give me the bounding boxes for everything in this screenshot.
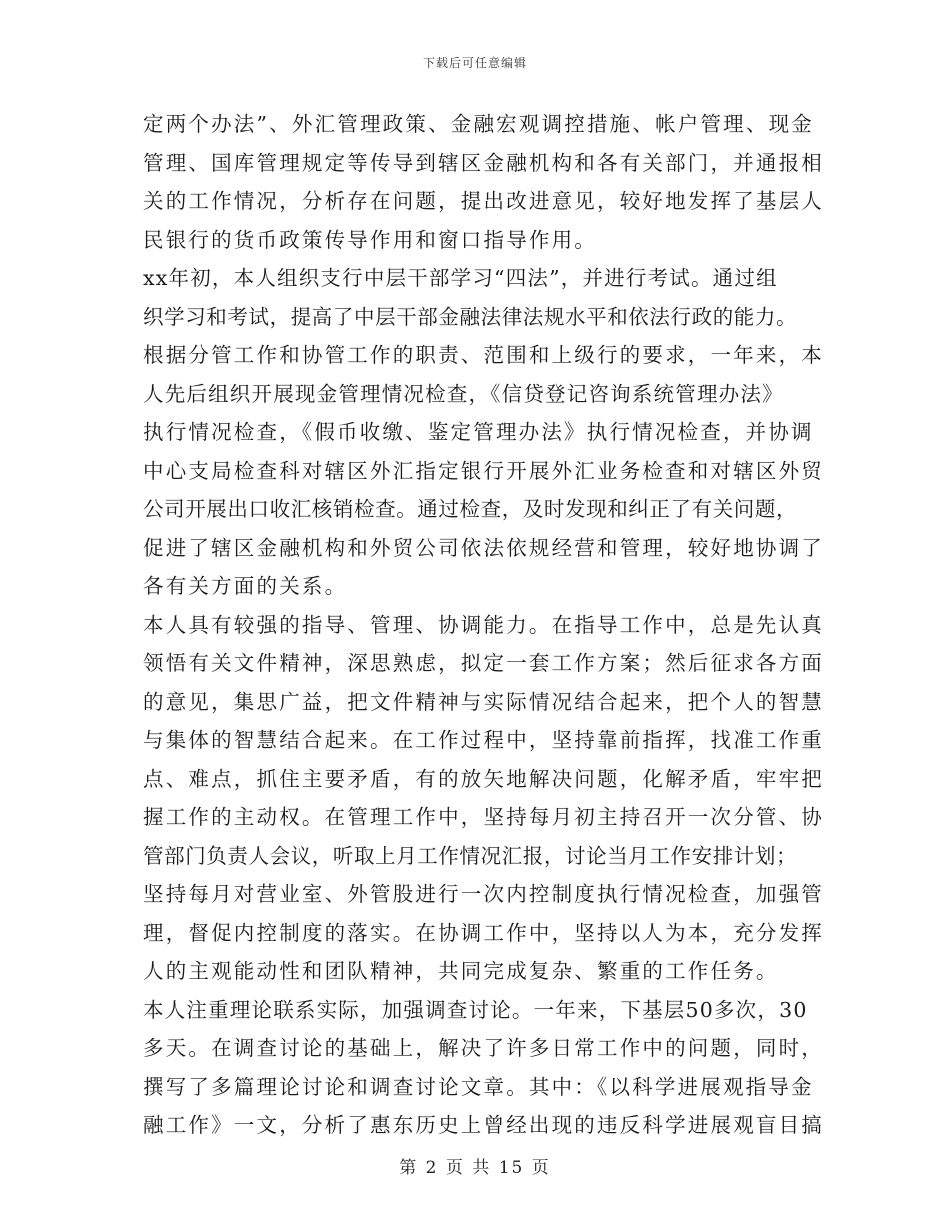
- text-line: 民银行的货币政策传导作用和窗口指导作用。: [143, 227, 597, 252]
- text-line: 织学习和考试，提高了中层干部金融法律法规水平和依法行政的能力。: [143, 304, 798, 329]
- text-line: 促进了辖区金融机构和外贸公司依法依规经营和管理，较好地协调了: [143, 535, 824, 560]
- text-line: 执行情况检查，《假币收缴、鉴定管理办法》执行情况检查，并协调: [143, 420, 814, 444]
- text-line: 定两个办法”、外汇管理政策、金融宏观调控措施、帐户管理、现金: [143, 112, 814, 136]
- text-line: 握工作的主动权。在管理工作中，坚持每月初主持召开一次分管、协: [143, 805, 824, 829]
- text-line: xx年初，本人组织支行中层干部学习“四法”，并进行考试。通过组: [143, 266, 778, 290]
- header-note: 下载后可任意编辑: [422, 56, 527, 70]
- text-line: 管部门负责人会议，听取上月工作情况汇报，讨论当月工作安排计划；: [143, 843, 798, 868]
- text-line: 中心支局检查科对辖区外汇指定银行开展外汇业务检查和对辖区外贸: [143, 458, 824, 483]
- text-line: 本人具有较强的指导、管理、协调能力。在指导工作中，总是先认真: [143, 612, 824, 637]
- text-line: 理，督促内控制度的落实。在协调工作中，坚持以人为本，充分发挥: [143, 920, 824, 945]
- text-line: 公司开展出口收汇核销检查。通过检查，及时发现和纠正了有关问题，: [143, 497, 798, 521]
- text-line: 撰写了多篇理论讨论和调查讨论文章。其中：《以科学进展观指导金: [143, 1074, 814, 1099]
- text-line: 人的主观能动性和团队精神，共同完成复杂、繁重的工作任务。: [143, 959, 779, 983]
- document-body: [143, 105, 824, 1145]
- text-line: 融工作》一文，分析了惠东历史上曾经出现的违反科学进展观盲目搞: [143, 1113, 824, 1137]
- text-line: 点、难点，抓住主要矛盾，有的放矢地解决问题，化解矛盾，牢牢把: [143, 766, 824, 791]
- text-line: 根据分管工作和协管工作的职责、范围和上级行的要求，一年来，本: [143, 343, 824, 367]
- text-line: 坚持每月对营业室、外管股进行一次内控制度执行情况检查，加强管: [143, 882, 824, 906]
- text-line: 本人注重理论联系实际，加强调查讨论。一年来，下基层50多次，30: [143, 997, 808, 1022]
- text-line: 与集体的智慧结合起来。在工作过程中，坚持靠前指挥，找准工作重: [143, 728, 824, 752]
- text-line: 各有关方面的关系。: [143, 574, 348, 598]
- text-line: 多天。在调查讨论的基础上，解决了许多日常工作中的问题，同时，: [143, 1036, 824, 1060]
- text-line: 领悟有关文件精神，深思熟虑，拟定一套工作方案；然后征求各方面: [143, 651, 824, 675]
- text-line: 管理、国库管理规定等传导到辖区金融机构和各有关部门，并通报相: [143, 150, 824, 175]
- text-line: 关的工作情况，分析存在问题，提出改进意见，较好地发挥了基层人: [143, 189, 824, 213]
- text-line: 的意见，集思广益，把文件精神与实际情况结合起来，把个人的智慧: [143, 689, 824, 714]
- page-number-footer: 第 2 页 共 15 页: [399, 1158, 551, 1178]
- text-line: 人先后组织开展现金管理情况检查，《信贷登记咨询系统管理办法》: [143, 381, 784, 406]
